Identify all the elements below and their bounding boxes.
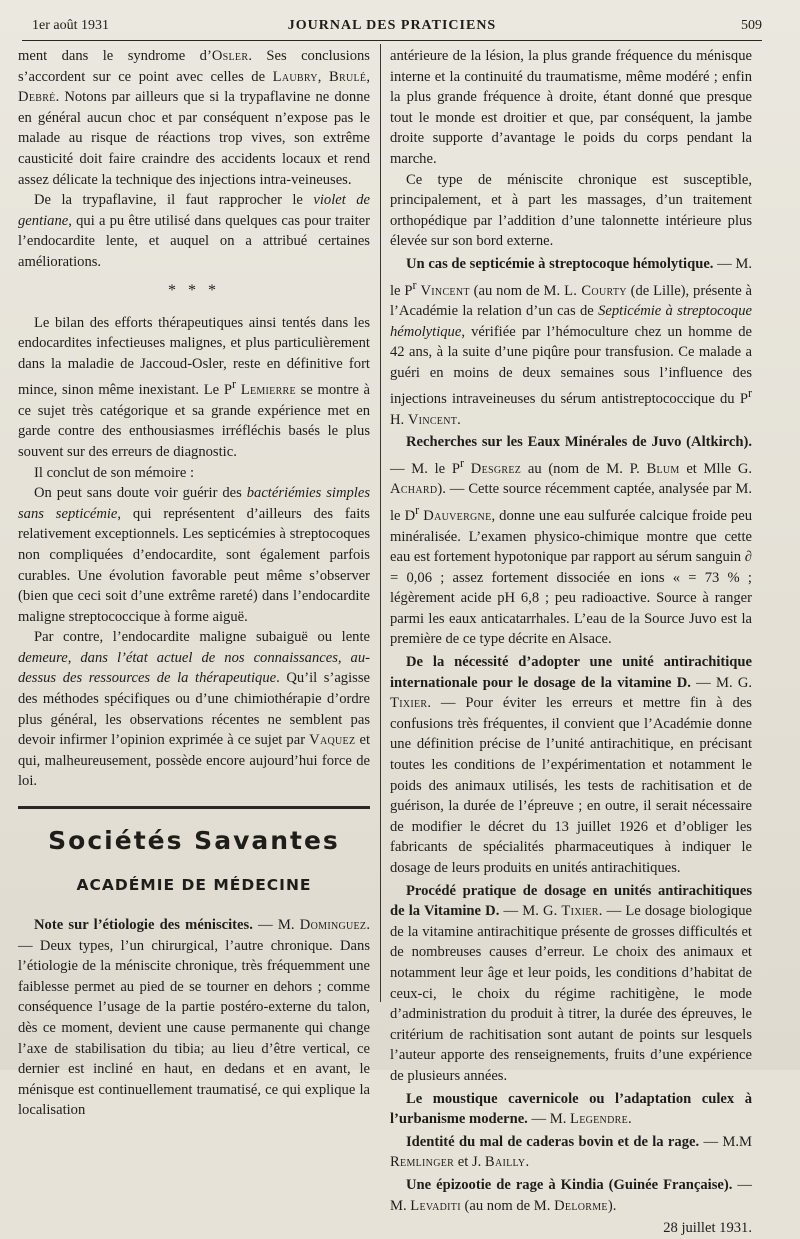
report-date: 28 juillet 1931. xyxy=(663,1220,752,1237)
right-column xyxy=(390,46,752,1239)
paragraph-conclusion-intro: Il conclut de son mémoire : xyxy=(34,464,195,481)
paragraph-endocardite-lente: Par contre, l’endocardite maligne subaiguë ou lente demeure, dans l’état actuel de nos connaissances, au-dessus des ressources de la thérapeutique. Qu’il s’agisse des méthodes spécifiques ou d’une chimiothérapie d’ordre plus général, les observations récentes ne semblent pas devoir infirmer l’opinion exprimée à ce sujet par Vaquez et qui, malheureusement, possède encore aujourd’hui force de loi. xyxy=(18,629,370,790)
societes-savantes-section xyxy=(18,806,370,895)
article-unite-antirachitique: De la nécessité d’adopter une unité antirachitique internationale pour le dosage de la vitamine D. — M. G. Tixier. — Pour éviter les erreurs et mettre fin à des confusions très fréquentes, il convient que l’Académie donne une définition précise de l’unité antirachitique, en précisant toutes les conditions de l’expérimentation et notamment le poids des animaux utilisés, les tests de rachitisation et de guérison, la durée de l’épreuve ; en outre, il serait nécessaire de modifier le décret du 13 juillet 1926 et d’obliger les fabricants de spécialités pharmaceutiques à indiquer le dosage de leurs produits en unités antirachitiques. xyxy=(390,654,753,876)
article-moustique-cavernicole: Le moustique cavernicole ou l’adaptation culex à l’urbanisme moderne. — M. Legendre. xyxy=(390,1090,752,1128)
paragraph-bilan: Le bilan des efforts thérapeutiques ainsi tentés dans les endocardites infectieuses malignes, et plus particulièrement dans la maladie de Jaccoud-Osler, reste en définitive fort mince, sinon même inexistant. Le $P^r$ Lemierre se montre à ce sujet très catégorique et sa grande expérience met en garde contre des enthousiasmes irréfléchis basés le plus souvent sur des erreurs de diagnostic. xyxy=(18,314,370,460)
article-eaux-minerales: Recherches sur les Eaux Minérales de Juvo (Altkirch). — M. le $P^r$ Desgrez au (nom de M. P. Blum et Mlle G. Achard). — Cette source récemment captée, analysée par M. le $D^r$ Dauvergne, donne une eau sulfurée calcique froide peu minéralisée. L’examen physico-chimique montre que cette eau est fortement hypotonique par rapport au sérum sanguin ∂ = 0,06 ; assez fortement dissociée en ions « = 73 % ; légèrement acide pH 6,8 ; peu radioactive. Source à ranger parmi les eaux anticatarrhales. L’eau de la Source Juvo est la première de ce type décrite en Alsace. xyxy=(390,434,753,648)
paragraph-bacteriemies: On peut sans doute voir guérir des bactériémies simples sans septicémie, qui représentent d’ailleurs des faits relativement exceptionnels. Les septicémies à streptocoques non compliquées d’endocardite, sont également parfois curables. Une évolution favorable peut même s’observer (bien que ceci soit d’une extrême rareté) dans l’endocardite maligne streptococcique à forme aiguë. xyxy=(18,485,370,625)
paragraph-osler-conclusions: ment dans le syndrome d’Osler. Ses conclusions s’accordent sur ce point avec celles de Laubry, Brulé, Debré. Notons par ailleurs que si la trypaflavine ne donne en général aucun choc et par conséquent n’expose pas le malade au risque de réactions trop vives, son extrême causticité doit faire craindre des accidents locaux et rend assez délicate la technique des injections intra-veineuses. xyxy=(18,48,370,188)
paragraph-meniscites-continued: antérieure de la lésion, la plus grande fréquence du ménisque interne et la continuité du traumatisme, même modéré ; enfin la plus grande fréquence à droite, étant donné que presque tout le monde est droitier et que, par conséquent, la jambe droite supporte d’avantage le poids du corps pendant la marche. xyxy=(390,48,752,167)
paragraph-violet-gentiane: De la trypaflavine, il faut rapprocher le violet de gentiane, qui a pu être utilisé dans quelques cas pour traiter l’endocardite lente, et auquel on a attribué certaines améliorations. xyxy=(18,192,370,270)
article-septicemie: Un cas de septicémie à streptocoque hémolytique. — M. le $P^r$ Vincent (au nom de M. L. Courty (de Lille), présente à l’Académie la relation d’un cas de Septicémie à streptocoque hémolytique, vérifiée par l’hémoculture chez un homme de 42 ans, à la suite d’une piqûre pour transfusion. Ce malade a guéri en moins de deux semaines sous l’influence des injections intraveineuses du sérum antistreptococcique du $P^r$ H. Vincent. xyxy=(390,255,753,428)
section-subtitle: ACADÉMIE DE MÉDECINE xyxy=(76,876,312,895)
section-title: Sociétés Savantes xyxy=(48,826,340,856)
article-mal-de-caderas: Identité du mal de caderas bovin et de la rage. — M.M Remlinger et J. Bailly. xyxy=(390,1133,752,1171)
left-column xyxy=(18,46,370,1121)
paragraph-meniscite-traitement: Ce type de méniscite chronique est susceptible, principalement, et à part les massages, d’un traitement orthopédique par l’addition d’une talonnette intérieure plus élevée sur son bord externe. xyxy=(390,171,752,250)
page-number: 509 xyxy=(741,18,762,33)
section-separator-stars: * * * xyxy=(168,281,220,299)
page-header xyxy=(22,14,762,41)
journal-title: JOURNAL DES PRATICIENS xyxy=(287,18,497,33)
article-meniscites: Note sur l’étiologie des méniscites. — M. Dominguez. — Deux types, l’un chirurgical, l’autre chronique. Dans l’étiologie de la méniscite chronique, très fréquemment une faiblesse permet au pied de se tourner en dehors ; comme conséquence l’usage de la partie postéro-externe du talon, dès ce moment, devient une cause permanente qui change l’axe de stabilisation du tibia; au lieu d’être vertical, ce dernier est incliné en haut, en dedans et en avant, le ménisque est continuellement traumatisé, ce qui explique la localisation xyxy=(18,917,371,1119)
article-dosage-vitamine-d: Procédé pratique de dosage en unités antirachitiques de la Vitamine D. — M. G. Tixier. — Le dosage biologique de la vitamine antirachitique présente de grosses difficultés et de nombreuses causes d’erreur. Le choix des animaux et notamment leur âge et leur poids, les conditions d’habitat de ceux-ci, le choix du régime rachitigène, le mode d’administration du produit à titrer, la durée des épreuves, le critérium de rachitisation sont autant de points sur lesquels l’auteur apporte des renseignements, fruits d’une expérience de plusieurs années. xyxy=(390,882,752,1084)
header-date: 1er août 1931 xyxy=(32,18,109,33)
column-divider xyxy=(380,44,381,1002)
article-epizootie-kindia: Une épizootie de rage à Kindia (Guinée Française). — M. Levaditi (au nom de M. Delorme). xyxy=(390,1176,752,1214)
